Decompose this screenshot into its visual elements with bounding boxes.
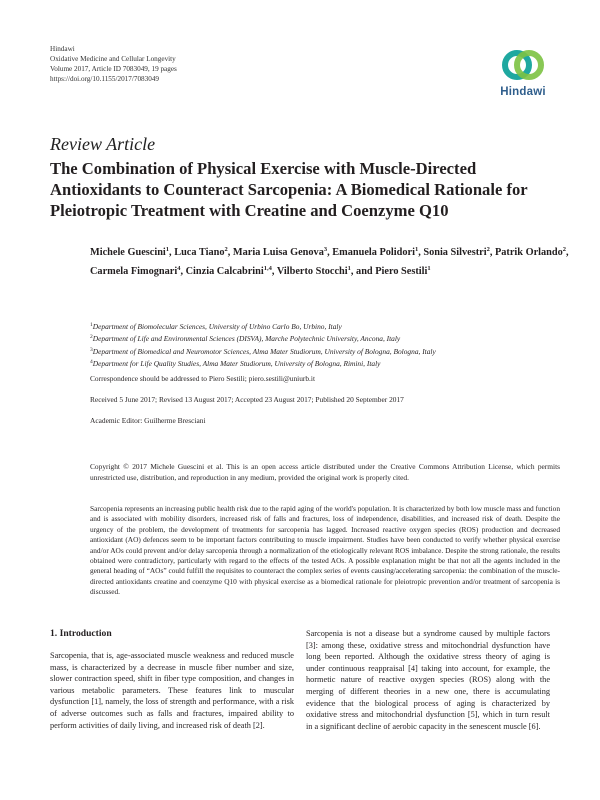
volume-line: Volume 2017, Article ID 7083049, 19 pages xyxy=(50,65,177,73)
copyright-notice: Copyright © 2017 Michele Guescini et al. This is an open access article distributed under the Creative Commons Attribution License, which permits unrestricted use, distribution, and reproduction in any medium, provided the original work is properly cited. xyxy=(90,462,560,482)
author-name: Sonia Silvestri xyxy=(423,247,487,258)
author-name: Emanuela Polidori xyxy=(332,247,415,258)
body-column-right: Sarcopenia is not a disease but a syndrome caused by multiple factors [3]: among these, oxidative stress and mitochondrial dysfunction have long been reported. Although the oxidative stress theory of aging is under continuous reappraisal [4] taking into account, for example, the hormetic nature of reactive oxygen species (ROS) along with the merging of different theories in a new one, there is accumulating evidence that the biological process of aging is characterized by oxidative stress and mitochondrial dysfunction [5], which in turn result in a significant decline of aerobic capacity in the senescent muscle [6]. xyxy=(306,629,550,731)
author-separator: , xyxy=(227,247,233,258)
article-type: Review Article xyxy=(50,134,156,154)
author-affiliation-marker: 1 xyxy=(414,246,419,253)
author-name: Michele Guescini xyxy=(90,247,166,258)
hindawi-logo-icon xyxy=(501,45,545,85)
author-affiliation-marker: 4 xyxy=(177,264,181,272)
author-list xyxy=(90,242,570,279)
author-separator: , xyxy=(418,247,424,258)
author-affiliation-marker: 3 xyxy=(323,246,328,253)
publication-dates: Received 5 June 2017; Revised 13 August 2017; Accepted 23 August 2017; Published 20 September 2017 xyxy=(90,395,404,404)
author-name: Piero Sestili xyxy=(375,265,428,277)
author-name: Carmela Fimognari xyxy=(90,265,178,277)
body-column-left: Sarcopenia, that is, age-associated muscle weakness and reduced muscle mass, is characterized by a decrease in muscle fiber number and size, slower contraction speed, shift in fiber type composition, and changes in various metabolic parameters. These features link to muscular dysfunction [1], namely, the loss of strength and performance, with a risk of adverse outcomes such as falls and fractures, impaired ability to perform activities of daily living, and increased risk of death [2]. xyxy=(50,651,294,730)
publisher-name: Hindawi xyxy=(50,45,75,53)
author-affiliation-marker: 2 xyxy=(486,246,490,253)
article-title: The Combination of Physical Exercise with Muscle-Directed Antioxidants to Counteract Sarcopenia: A Biomedical Rationale for Pleiotropic Treatment with Creatine and Coenzyme Q10 xyxy=(50,159,528,220)
hindawi-logo-text: Hindawi xyxy=(500,86,546,98)
abstract: Sarcopenia represents an increasing public health risk due to the rapid aging of the world's population. It is characterized by both low muscle mass and function and is associated with mobility disorders, increased risk of falls and fractures, loss of independence, disabilities, and increased risk of death. Despite the urgency of the problem, the development of treatments for sarcopenia has lagged. Increased reactive oxygen species (ROS) production and decreased antioxidant (AO) defences seem to be important factors contributing to muscle impairment. Studies have been conducted to verify whether physical exercise and/or AOs could prevent and/or delay sarcopenia through a normalization of the etiologically relevant ROS imbalance. Despite the strong rationale, the results obtained were contradictory, particularly with regard to the effects of the tested AOs. A possible explanation might be that not all the agents included in the general heading of “AOs” could fulfill the requisites to counteract the complex series of events causing/accelerating sarcopenia: the combination of the muscle-directed antioxidants creatine and coenzyme Q10 with physical exercise as a biomedical rationale for pleiotropic prevention and/or treatment of sarcopenia is discussed. xyxy=(90,504,560,597)
author-name: Patrik Orlando xyxy=(494,247,563,258)
academic-editor: Academic Editor: Guilherme Bresciani xyxy=(90,416,206,425)
affiliation-item xyxy=(90,357,560,369)
affiliation-number: 4 xyxy=(90,359,93,366)
hindawi-logo xyxy=(495,45,551,107)
author-affiliation-marker: 1 xyxy=(165,246,170,253)
author-name: Maria Luisa Genova xyxy=(232,247,324,258)
affiliation-item xyxy=(90,332,560,344)
affiliation-item xyxy=(90,345,560,357)
author-separator: , and xyxy=(350,265,376,277)
journal-header xyxy=(50,44,177,84)
affiliation-item xyxy=(90,320,560,332)
journal-name: Oxidative Medicine and Cellular Longevity xyxy=(50,55,176,63)
author-affiliation-marker: 1,4 xyxy=(263,264,272,272)
affiliation-text: Department of Biomedical and Neuromotor Sciences, Alma Mater Studiorum, University of Bologna, Bologna, Italy xyxy=(92,346,436,356)
affiliation-text: Department for Life Quality Studies, Alma Mater Studiorum, University of Bologna, Rimini, Italy xyxy=(92,359,381,369)
affiliation-text: Department of Life and Environmental Sciences (DISVA), Marche Polytechnic University, Ancona, Italy xyxy=(92,334,401,344)
affiliation-number: 1 xyxy=(90,322,93,328)
author-name: Cinzia Calcabrini xyxy=(185,265,264,277)
affiliation-number: 3 xyxy=(90,346,93,353)
author-affiliation-marker: 2 xyxy=(562,246,567,253)
author-name: Luca Tiano xyxy=(174,247,225,258)
correspondence: Correspondence should be addressed to Piero Sestili; piero.sestili@uniurb.it xyxy=(90,374,315,383)
author-separator: , xyxy=(566,247,569,258)
author-separator: , xyxy=(169,247,175,258)
doi-link[interactable]: https://doi.org/10.1155/2017/7083049 xyxy=(50,75,160,83)
author-name: Vilberto Stocchi xyxy=(276,265,348,277)
author-separator: , xyxy=(180,265,186,277)
section-heading: 1. Introduction xyxy=(50,628,112,639)
author-affiliation-marker: 1 xyxy=(347,264,351,272)
author-separator: , xyxy=(489,247,495,258)
affiliation-list xyxy=(90,320,560,370)
author-affiliation-marker: 2 xyxy=(224,246,228,253)
author-affiliation-marker: 1 xyxy=(427,264,431,272)
author-separator: , xyxy=(271,265,277,277)
author-separator: , xyxy=(327,247,333,258)
affiliation-text: Department of Biomolecular Sciences, University of Urbino Carlo Bo, Urbino, Italy xyxy=(92,322,342,331)
affiliation-number: 2 xyxy=(90,334,93,341)
